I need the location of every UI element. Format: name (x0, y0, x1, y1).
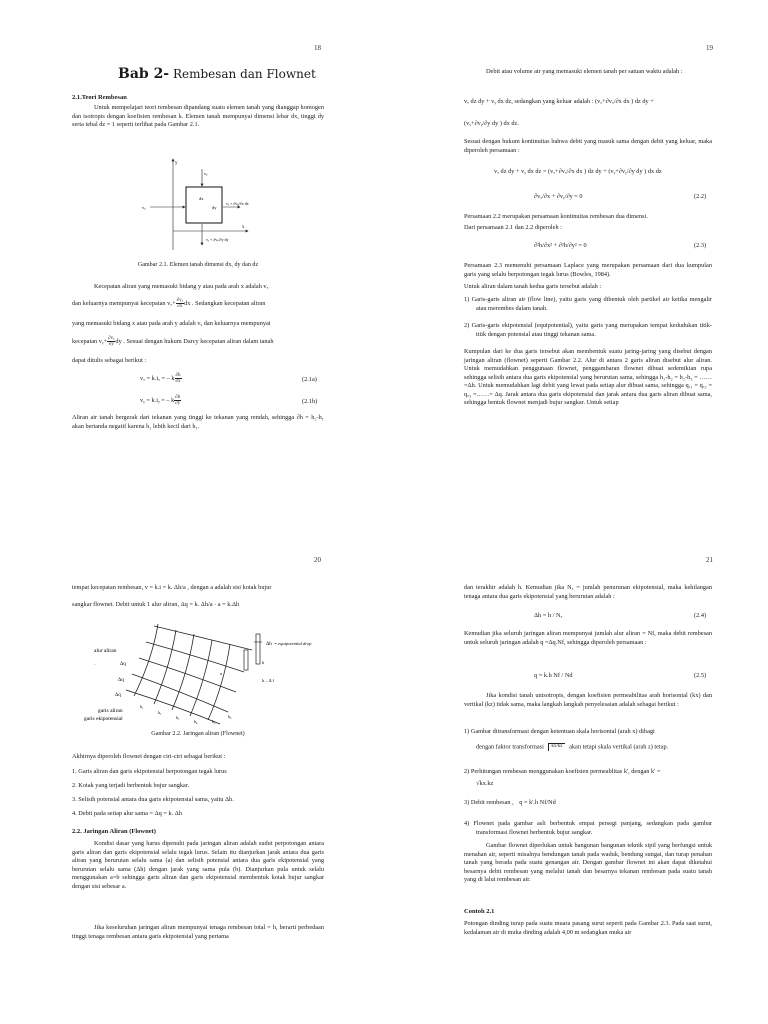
den: ∂y (175, 401, 181, 406)
label-eq-drop: = equipotential drop (274, 641, 312, 646)
label-n3: h₃ (176, 715, 180, 720)
paragraph: Untuk mempelajari teori rembesan dipandang suatu elemen tanah yang dianggap homogen dan isotropis dengan koefisien rembesan k. Elemen tanah mempunyai dimensi lebar dx, tinggi dy serta tebal dz = 1 seperti terlihat pada Gambar 2.1. (72, 104, 324, 128)
element-figure (140, 155, 270, 255)
chapter-title-text: Rembesan dan Flownet (169, 67, 316, 81)
label-n4: h₄ (194, 719, 198, 724)
list-item: 3. Selisih potensial antara dua garis ekipotensial sama, yaitu Δh. (72, 796, 234, 803)
paragraph: Persamaan 2.2 merupakan persamaan kontinuitas rembesan dua dimensi. (464, 213, 648, 220)
text: dy . Sesuai dengan hukum Darcy kecepatan aliran dalam tanah (115, 337, 274, 345)
list-item: 2. Kotak yang terjadi berbentuk bujur sangkar. (72, 782, 190, 789)
paragraph: Debit atau volume air yang memasuki elemen tanah per satuan waktu adalah : (486, 68, 683, 75)
piezometer-tube (244, 650, 248, 670)
paragraph: Persamaan 2.3 memenuhi persamaan Laplace yang merupakan persamaan dari dua kumpulan garis yang selalu berpotongan tegak lurus (Bowles, 1984). (464, 262, 712, 278)
fraction (175, 373, 182, 384)
equation-tag: (2.4) (694, 612, 707, 619)
label-dq: Δq (120, 662, 126, 667)
label-h-dh: h – Δ f (262, 678, 275, 683)
paragraph: Kumpulan dari ke dua garis tersebut akan membentuk suatu jaring-jaring yang disebut dengan jaringan aliran (flownet) seperti Gambar 2.2. Alur di antara 2 garis aliran disebut alur aliran. Untuk memudahkan penggunaan flownet, penggambaran flownet dibuat sedemikian rupa sehingga selisih antara dua garis ekipotensial yang berurutan sama, sehingga h₁-h₂ = h₂-h₃ = ……=Δh. Untuk memudahkan lagi debit yang lewat pada setiap alur dibuat sama, sehingga qₐ₁ = qₐ₂ = qₐ₃ =……= Δq. Jarak antara dua garis ekipotensial dan jarak antara dua garis aliran dibuat sama, sehingga bentuk flownet menjadi bujur sangkar. Untuk setiap (464, 348, 712, 406)
label-garis-ekipotensial: garis ekipotensial (84, 716, 123, 722)
label-h: h (262, 660, 265, 665)
text: 3) Debit rembesan , (464, 799, 514, 806)
example-heading: Contoh 2.1 (464, 908, 495, 915)
text: akan tetapi skala vertikal (arah z) tetap. (569, 743, 669, 751)
chapter-label: Bab 2- (118, 66, 170, 82)
list-item: √kx.kz (476, 780, 494, 787)
list-item: 2) Garis-garis ekipotensial (equipotential), yaitu garis yang merupakan tempat kedudukan titik-titik dengan potensial atau tinggi tekanan sama. (464, 322, 712, 338)
text: dx . Sedangkan kecepatan aliran (184, 299, 266, 307)
page-18 (0, 0, 384, 512)
text: kecepatan vᵧ+ (72, 337, 108, 345)
paragraph: Untuk aliran dalam tanah kedua garis tersebut adalah : (464, 283, 602, 290)
num: ∂vₓ (176, 298, 184, 303)
label-dq: Δq (118, 678, 124, 683)
paragraph: Kemudian jika seluruh jaringan aliran mempunyai jumlah alur aliran = Nf, maka debit rembesan untuk seluruh jaringan adalah q =Δq.Nf, sehingga diperoleh persamaan : (464, 630, 712, 646)
list-item: 2) Perhitungan rembesan menggunakan koefisien permeablitas k', dengan k' = (464, 768, 661, 775)
list-item-line (476, 743, 712, 752)
paragraph-line (72, 336, 324, 347)
paragraph: dan terakhir adalah h. Kemudian jika Nₓ = jumlah penurunan ekipotensial, maka kehilangan tenaga antara dua garis ekipotensial yang berurutan adalah : (464, 584, 712, 600)
den: ∂y (108, 342, 114, 347)
label-n5: h₅ (212, 719, 216, 724)
label-a: a (220, 671, 222, 676)
fraction (174, 395, 181, 406)
list-item-line (464, 799, 712, 808)
piezometer-tube (256, 634, 260, 664)
eq-text: vₓ = k.iₓ = – k (140, 374, 175, 382)
label-n6: h₆ (228, 714, 232, 719)
label-alur: alur aliran (94, 648, 117, 654)
eq: q = k'.h Nf/Nd (519, 799, 556, 806)
section-heading: 2.2. Jaringan Aliran (Flownet) (72, 828, 156, 835)
label-dx: dx (199, 196, 204, 201)
paragraph: vₓ dz dy + vᵧ dx dz, sedangkan yang keluar adalah : (vₓ+∂vₓ/∂x dx ) dz dy + (464, 98, 654, 105)
paragraph: Jika keseluruhan jaringan aliran mempunyai tenaga rembesan total = h, berarti perbedaan tinggi tenaga rembesan antara garis ekipotensial yang pertama (72, 924, 324, 940)
equipotential-line (190, 640, 212, 716)
page-number: 18 (314, 44, 321, 52)
text: dan keluarnya mempunyai kecepatan vₓ+ (72, 299, 176, 307)
flow-line (154, 626, 252, 650)
list-item: 1. Garis aliran dan garis ekipotensial berpotongan tegak lurus (72, 768, 227, 775)
equation-2-3: ∂²h/∂x² + ∂²h/∂y² = 0 (534, 242, 587, 249)
paragraph: Sesuai dengan hukum kontinuitas bahwa debit yang masuk sama dengan debit yang keluar, maka diperoleh persamaan : (464, 138, 712, 154)
paragraph: (vᵧ+∂vᵧ/∂y dy ) dx dz. (464, 120, 519, 127)
equation-continuity: vₓ dz dy + vᵧ dx dz = (vₓ+∂vₓ/∂x dx ) dz dy + (vᵧ+∂vᵧ/∂y dy ) dx dz (494, 168, 662, 175)
equation-tag: (2.1b) (302, 398, 318, 405)
label-garis-aliran: garis aliran (98, 708, 123, 714)
label-vy: vᵧ (204, 171, 208, 176)
equation-2-1b (140, 395, 181, 406)
element-square (186, 187, 222, 223)
section-heading: 2.1.Teori Rembesan (72, 94, 127, 101)
paragraph: Kecepatan aliran yang memasuki bidang y atau pada arah x adalah vₓ (94, 283, 269, 290)
list-item: 1) Garis-garis aliran air (flow line), yaitu garis yang dibentuk oleh partikel air ketika mengalir atau merembes dalam tanah. (464, 296, 712, 312)
paragraph: sangkar flownet. Debit untuk 1 alur aliran, Δq = k. Δh/a · a = k.Δh (72, 601, 240, 608)
paragraph: Aliran air tanah bergerak dari tekanan yang tinggi ke tekanan yang rendah, sehingga ∂h = h₂-h₁ akan bertanda negatif karena h₂ lebih kecil dari h₁. (72, 414, 324, 430)
page-20 (0, 512, 384, 1024)
list-item: 1) Gambar ditransformasi dengan ketentuan skala horisontal (arah x) dibagi (464, 728, 655, 735)
equation-2-5: q = k.h Nf / Nd (534, 672, 573, 679)
label-n1: h₁ (140, 704, 144, 709)
paragraph: tempat kecepatan rembesan, v = k.i = k. Δh/a , dengan a adalah sisi kotak bujur (72, 584, 272, 591)
label-dy: dy (212, 205, 217, 210)
page-number: 20 (314, 556, 321, 564)
fraction (176, 298, 184, 309)
equation-tag: (2.1a) (302, 376, 317, 383)
paragraph: Gambar flownet diperlukan untuk bangunan bangunan teknik sipil yang berfungsi untuk menahan air, seperti misalnya bendungan tanah pada waduk, bendung sungai, dan turap penahan tanah yang berada pada suatu genangan air. Dengan gambar flownet ini akan dapat diketahui besarnya debit rembesan yang melalui tanah dan besarnya tekanan rembesan pada suatu tanah yang di lalui rembesan air. (464, 842, 712, 883)
num: ∂h (175, 373, 181, 378)
page-19 (384, 0, 768, 512)
sqrt-symbol: kx/kz (548, 743, 564, 751)
equipotential-line (208, 644, 230, 720)
list-item: 4) Flownet pada gambar asli berbentuk empat persegi panjang, sedangkan pada gambar transformasi flownet berbentuk bujur sangkar. (464, 820, 712, 836)
label-x: x (242, 225, 245, 230)
label-n2: h₂ (158, 710, 162, 715)
page-number: 19 (706, 44, 713, 52)
figure-caption: Gambar 2.2. Jaringan aliran (Flownet) (151, 731, 245, 737)
paragraph: Dari persamaan 2.1 dan 2.2 diperoleh : (464, 224, 562, 231)
page-number: 21 (706, 556, 713, 564)
label-y: y (175, 161, 178, 166)
label-vx: vₓ (142, 205, 146, 210)
label-vx-out: vₓ + ∂vₓ/∂x dx (226, 201, 249, 206)
equation-2-4: Δh = h / Nₓ (534, 612, 563, 619)
paragraph: Potongan dinding turap pada suatu muara pasang surut seperti pada Gambar 2.3. Pada saat surut, kedalaman air di muka dinding adalah 4,00 m sedangkan muka air (464, 920, 712, 936)
num: ∂h (175, 395, 181, 400)
den: ∂x (175, 379, 181, 384)
equipotential-line (154, 630, 176, 704)
page-21 (384, 512, 768, 1024)
equipotential-line (172, 634, 194, 710)
equation-tag: (2.5) (694, 672, 707, 679)
label-dq: Δq (115, 693, 121, 698)
flownet-figure (84, 620, 312, 724)
paragraph: yang memasuki bidang x atau pada arah y adalah vᵧ dan keluarnya mempunyai (72, 320, 271, 327)
den: ∂x (177, 304, 183, 309)
paragraph: dapat ditulis sebagai berikut : (72, 357, 147, 364)
eq-text: vᵧ = k.iᵧ = – k (140, 396, 175, 404)
text: dengan faktor transformasi (476, 743, 544, 751)
equation-2-2: ∂vₓ/∂x + ∂vᵧ/∂y = 0 (534, 193, 583, 200)
paragraph: Jika kondisi tanah unisotropis, dengan koefisien permeabilitas arah horisontal (kx) dan vertikal (kz) tidak sama, maka langkah langkah penyelesaian adalah sebagai berikut : (464, 692, 712, 708)
list-item: 4. Debit pada setiap alur sama = Δq = k. Δh (72, 810, 182, 817)
paragraph: Kondisi dasar yang harus dipenuhi pada jaringan aliran adalah sudut perpotongan antara garis aliran dan garis ekipotensial selalu tegak lurus. Selain itu dianjurkan jarak antara dua garis aliran yang berurutan selalu sama (a) dan selisih potensial antara dua garis ekipotensial yang berurutan selalu sama (Δh) dengan jarak yang sama pula (b). Dianjurkan pula untuk selalu menggunakan a=b sehingga garis aliran dan garis ekipotensial membentuk kotak bujur sangkar dengan sisi sebesar a. (72, 840, 324, 890)
paragraph-line (72, 298, 324, 309)
label-dot: · (94, 663, 96, 668)
label-dh: Δh (266, 642, 272, 647)
label-vy-out: vᵧ + ∂vᵧ/∂y dy (206, 237, 229, 242)
paragraph: Akhirnya diperoleh flownet dengan ciri-ciri sebagai berikut : (72, 753, 226, 760)
equation-tag: (2.2) (694, 193, 707, 200)
chapter-title (118, 66, 316, 82)
num: ∂vᵧ (108, 336, 115, 341)
equation-2-1a (140, 373, 182, 384)
equation-tag: (2.3) (694, 242, 707, 249)
figure-caption: Gambar 2.1. Elemen tanah dimensi dx, dy dan dz (137, 262, 259, 268)
